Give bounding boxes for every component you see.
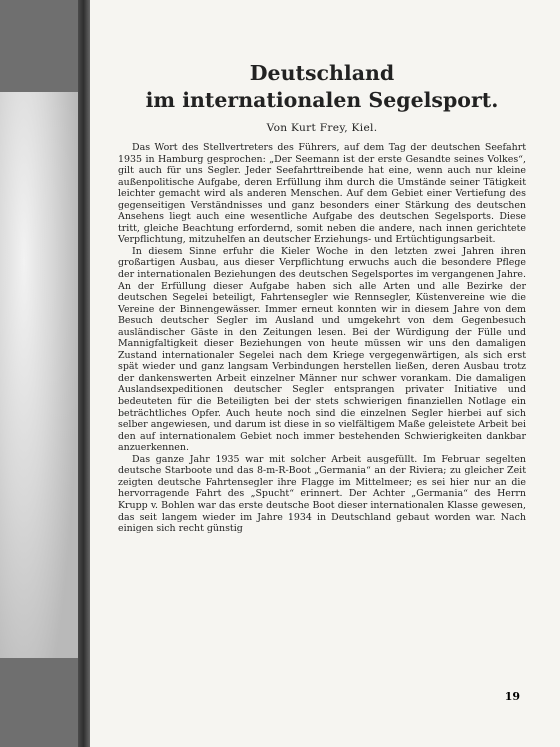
paragraph-1: Das Wort des Stellvertreters des Führers, auf dem Tag der deutschen Seefahrt 1935 in Hamburg gesprochen: „Der Seemann ist der erste Gesandte seines Volkes“, gilt auch für uns Segler. Jeder Seefahrttreibende hat eine, wenn auch nur kleine außenpolitische Aufgabe, deren Erfüllung ihm durch die Umstände seiner Tätigkeit leichter gemacht wird als anderen Menschen. Auf dem Gebiet einer Vertiefung des gegenseitigen Verständnisses und ganz besonders einer Stärkung des deutschen Ansehens liegt auch eine wesentliche Aufgabe des deutschen Segelsports. Diese tritt, gleiche Beachtung erfordernd, somit neben die andere, nach innen gerichtete Verpflichtung, mitzuhelfen an deutscher Erziehungs- und Ertüchtigungsarbeit. bbox=[118, 142, 526, 246]
facing-page-photo bbox=[0, 0, 80, 747]
article-body bbox=[118, 142, 526, 535]
paragraph-3: Das ganze Jahr 1935 war mit solcher Arbeit ausgefüllt. Im Februar segelten deutsche Starboote und das 8-m-R-Boot „Germania“ an der Riviera; zu gleicher Zeit zeigten deutsche Fahrtensegler ihre Flagge im Mittelmeer; es sei hier nur an die hervorragende Fahrt des „Spucht“ erinnert. Der Achter „Germania“ des Herrn Krupp v. Bohlen war das erste deutsche Boot dieser internationalen Klasse gewesen, das seit langem wieder im Jahre 1934 in Deutschland gebaut worden war. Nach einigen sich recht günstig bbox=[118, 453, 526, 535]
article-title bbox=[118, 60, 526, 114]
photo-dark-edge-top bbox=[0, 0, 80, 92]
book-page bbox=[90, 0, 560, 747]
title-line-2: im internationalen Segelsport. bbox=[145, 88, 499, 112]
photo-dark-edge-bottom bbox=[0, 658, 80, 747]
page-number: 19 bbox=[504, 690, 520, 703]
paragraph-2: In diesem Sinne erfuhr die Kieler Woche in den letzten zwei Jahren ihren großartigen Ausbau, aus dieser Verpflichtung erwuchs auch die besondere Pflege der internationalen Beziehungen des deutschen Segelsportes im vergangenen Jahre. An der Erfüllung dieser Aufgabe haben sich alle Arten und alle Bezirke der deutschen Segelei beteiligt, Fahrtensegler wie Rennsegler, Küstenvereine wie die Vereine der Binnengewässer. Immer erneut konnten wir in diesem Jahre von dem Besuch deutscher Segler im Ausland und umgekehrt von dem Gegenbesuch ausländischer Gäste in den Zeitungen lesen. Bei der Würdigung der Fülle und Mannigfaltigkeit dieser Beziehungen von heute müssen wir uns den damaligen Zustand internationaler Segelei nach dem Kriege vergegenwärtigen, als sich erst spät wieder und ganz langsam Verbindungen herstellen ließen, deren Ausbau trotz der dankenswerten Arbeit einzelner Männer nur schwer vorankam. Die damaligen Auslandsexpeditionen deutscher Segler entsprangen privater Initiative und bedeuteten für die Beteiligten bei der stets schwierigen finanziellen Notlage ein beträchtliches Opfer. Auch heute noch sind die einzelnen Segler hierbei auf sich selber angewiesen, und darum ist diese in so vielfältigem Maße geleistete Arbeit bei den auf internationalem Gebiet noch immer bestehenden Schwierigkeiten dankbar anzuerkennen. bbox=[118, 245, 526, 454]
title-line-1: Deutschland bbox=[249, 61, 395, 85]
author-line: Von Kurt Frey, Kiel. bbox=[266, 122, 378, 134]
